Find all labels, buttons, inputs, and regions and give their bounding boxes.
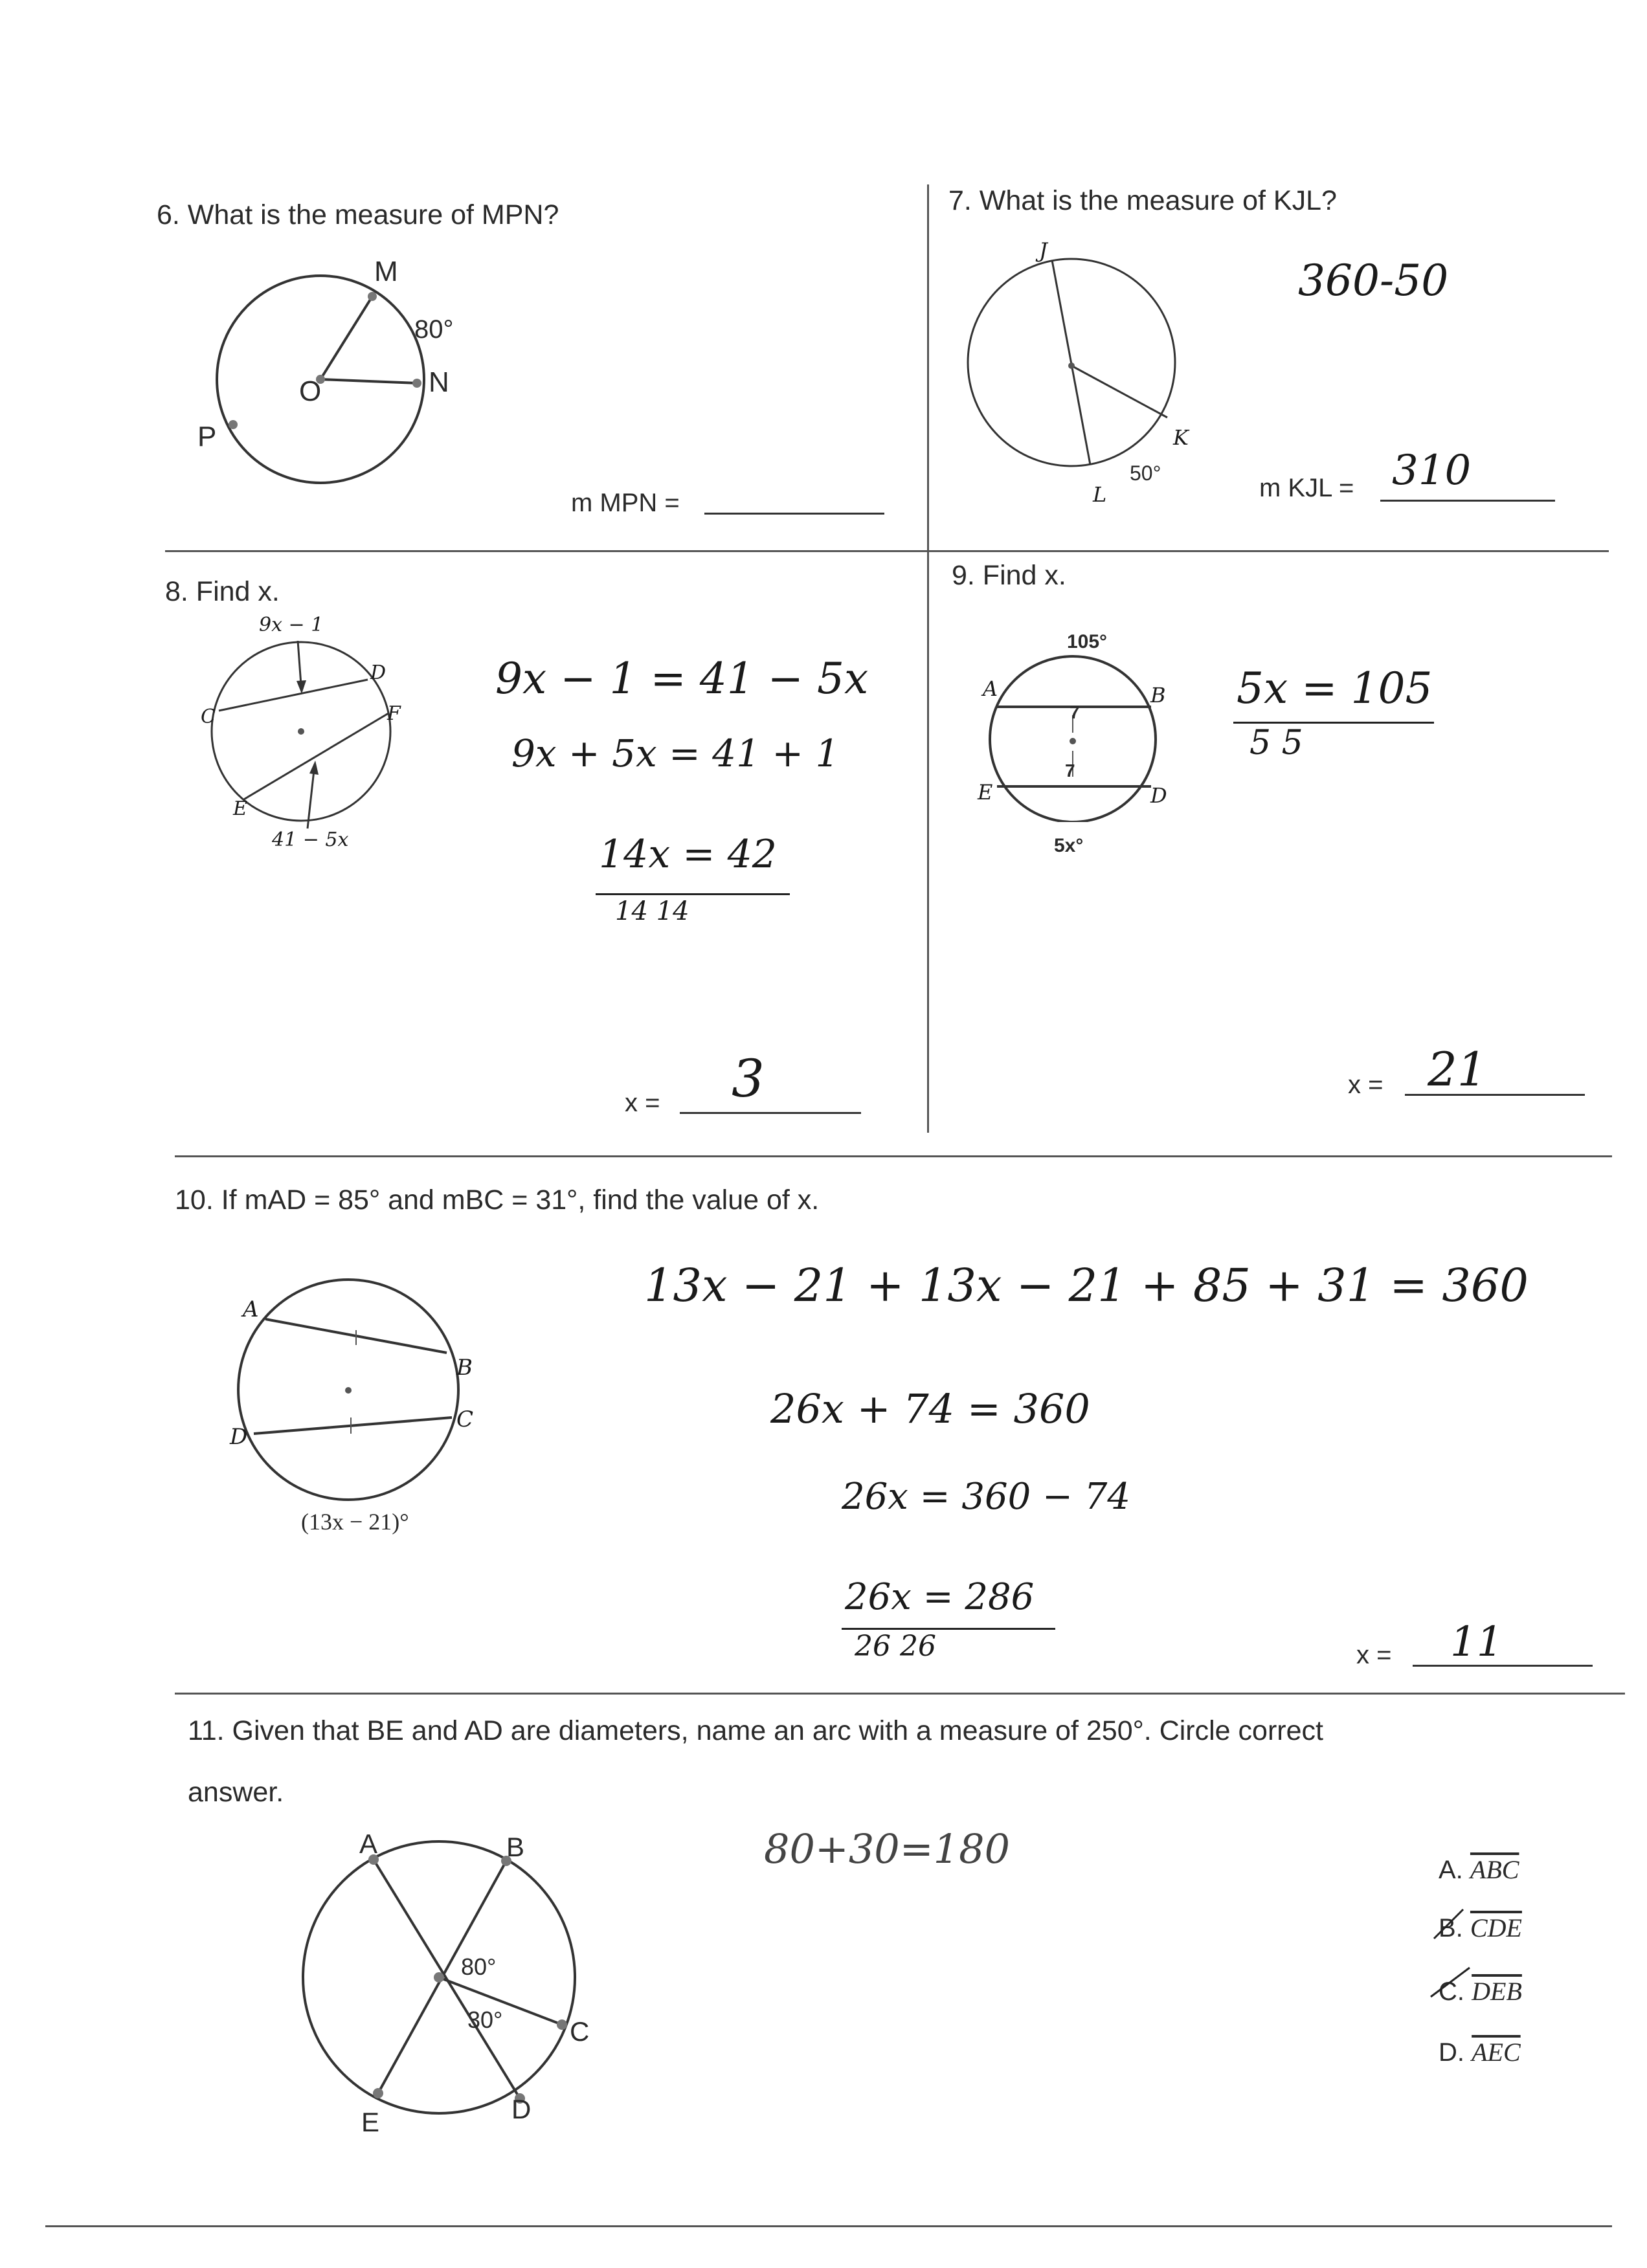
problem-8-label-d: D [370, 662, 387, 684]
problem-7-label-l: L [1093, 482, 1107, 507]
problem-7-label-j: J [1039, 238, 1048, 263]
problem-7-answer: 310 [1392, 447, 1472, 495]
problem-9-label-bottom: 5x° [1054, 835, 1084, 856]
problem-10-label-bottom: (13x − 21)° [301, 1509, 409, 1535]
problem-8-label-f: F [387, 702, 401, 725]
problem-10-answer-label: x = [1356, 1641, 1392, 1669]
problem-10-question: 10. If mAD = 85° and mBC = 31°, find the value of x. [175, 1184, 820, 1216]
problem-9-label-e: E [978, 780, 993, 805]
problem-10-label-a: A [243, 1296, 259, 1322]
problem-10-label-b: B [456, 1355, 473, 1381]
problem-9-label-seg2: 7 [1065, 761, 1075, 781]
problem-9-work-1: 5x = 105 [1237, 663, 1433, 713]
choice-b-arc: $\overline{CDE}$ [1470, 1913, 1522, 1942]
problem-11-choice-d[interactable] [1439, 2037, 1521, 2067]
problem-10-work-1: 13x − 21 + 13x − 21 + 85 + 31 = 360 [644, 1259, 1529, 1312]
problem-8-fraction-bar [596, 893, 790, 895]
problem-9-label-b: B [1150, 683, 1166, 707]
problem-9-label-seg1: 7 [1070, 702, 1080, 722]
horizontal-divider-2 [175, 1155, 1612, 1157]
problem-11-label-80: 80° [461, 1953, 497, 1980]
problem-9-label-a: A [983, 676, 998, 701]
problem-6-answer-line [704, 513, 884, 515]
problem-8-work-3: 14x = 42 [599, 832, 777, 877]
problem-11-diagram [291, 1832, 615, 2136]
problem-8-answer: 3 [732, 1049, 765, 1109]
problem-11-question-line1: 11. Given that BE and AD are diameters, name an arc with a measure of 250°. Circle correct [188, 1715, 1323, 1746]
choice-b-letter: B. [1439, 1914, 1463, 1942]
choice-c-arc: $\overline{DEB}$ [1472, 1977, 1522, 2006]
choice-c-letter: C. [1439, 1977, 1464, 2006]
problem-6-label-p: P [197, 421, 217, 452]
problem-9-label-d: D [1150, 783, 1167, 808]
problem-11-label-d: D [511, 2094, 532, 2124]
problem-8-label-e: E [233, 797, 247, 820]
problem-9-label-top: 105° [1067, 631, 1108, 652]
problem-11-label-b: B [506, 1832, 525, 1862]
problem-7-answer-label: m KJL = [1259, 474, 1354, 502]
problem-11-label-30: 30° [467, 2007, 503, 2033]
problem-6-label-n: N [429, 366, 449, 398]
choice-d-arc: $\overline{AEC}$ [1472, 2038, 1521, 2067]
problem-11-question-line2: answer. [188, 1777, 284, 1808]
problem-7-work: 360-50 [1298, 256, 1449, 306]
choice-a-arc: $\overline{ABC}$ [1470, 1855, 1519, 1884]
problem-8-question: 8. Find x. [165, 576, 280, 607]
choice-strike-marks [1424, 1906, 1483, 2003]
problem-8-work-1: 9x − 1 = 41 − 5x [495, 654, 869, 704]
problem-9-diagram [978, 654, 1178, 822]
problem-8-answer-line [680, 1112, 861, 1114]
problem-9-answer-label: x = [1348, 1071, 1384, 1099]
problem-8-label-top: 9x − 1 [259, 614, 324, 636]
problem-7-question: 7. What is the measure of KJL? [948, 185, 1337, 216]
problem-10-answer: 11 [1450, 1618, 1503, 1666]
problem-6-diagram [181, 246, 505, 505]
horizontal-divider-3 [175, 1693, 1625, 1695]
bottom-edge-line [45, 2225, 1612, 2227]
problem-7-label-k: K [1173, 425, 1189, 450]
problem-10-work-4: 26x = 286 [845, 1576, 1035, 1618]
problem-6-answer-label: m MPN = [571, 489, 680, 517]
problem-6-label-80: 80° [414, 315, 454, 344]
problem-10-label-c: C [456, 1406, 474, 1432]
choice-a-letter: A. [1439, 1856, 1463, 1884]
problem-9-answer: 21 [1428, 1042, 1487, 1096]
problem-8-label-bottom: 41 − 5x [272, 828, 349, 851]
horizontal-divider-1 [165, 550, 1609, 552]
problem-11-label-a: A [359, 1829, 378, 1859]
problem-8-label-c: C [201, 706, 216, 728]
problem-9-work-2: 5 5 [1249, 724, 1303, 762]
problem-8-answer-label: x = [625, 1089, 660, 1117]
problem-10-label-d: D [230, 1424, 248, 1450]
problem-11-label-c: C [570, 2016, 590, 2047]
problem-7-label-50: 50° [1130, 461, 1161, 485]
problem-11-choice-a[interactable] [1439, 1854, 1519, 1885]
problem-6-question: 6. What is the measure of MPN? [157, 199, 559, 230]
problem-8-work-2: 9x + 5x = 41 + 1 [511, 731, 840, 775]
problem-10-work-3: 26x = 360 − 74 [842, 1476, 1131, 1518]
problem-11-label-e: E [361, 2107, 380, 2137]
vertical-divider-top [927, 184, 929, 1133]
choice-d-letter: D. [1439, 2038, 1464, 2067]
problem-9-question: 9. Find x. [952, 560, 1066, 591]
problem-11-work: 80+30=180 [764, 1825, 1011, 1873]
problem-7-answer-line [1380, 500, 1555, 502]
problem-6-label-o: O [299, 375, 322, 407]
problem-7-diagram [958, 239, 1217, 498]
problem-8-work-4: 14 14 [615, 896, 689, 926]
problem-10-diagram [227, 1275, 486, 1508]
problem-6-label-m: M [374, 256, 398, 287]
problem-8-diagram [188, 641, 434, 835]
problem-10-work-2: 26x + 74 = 360 [770, 1385, 1090, 1432]
problem-10-work-5: 26 26 [855, 1630, 936, 1663]
